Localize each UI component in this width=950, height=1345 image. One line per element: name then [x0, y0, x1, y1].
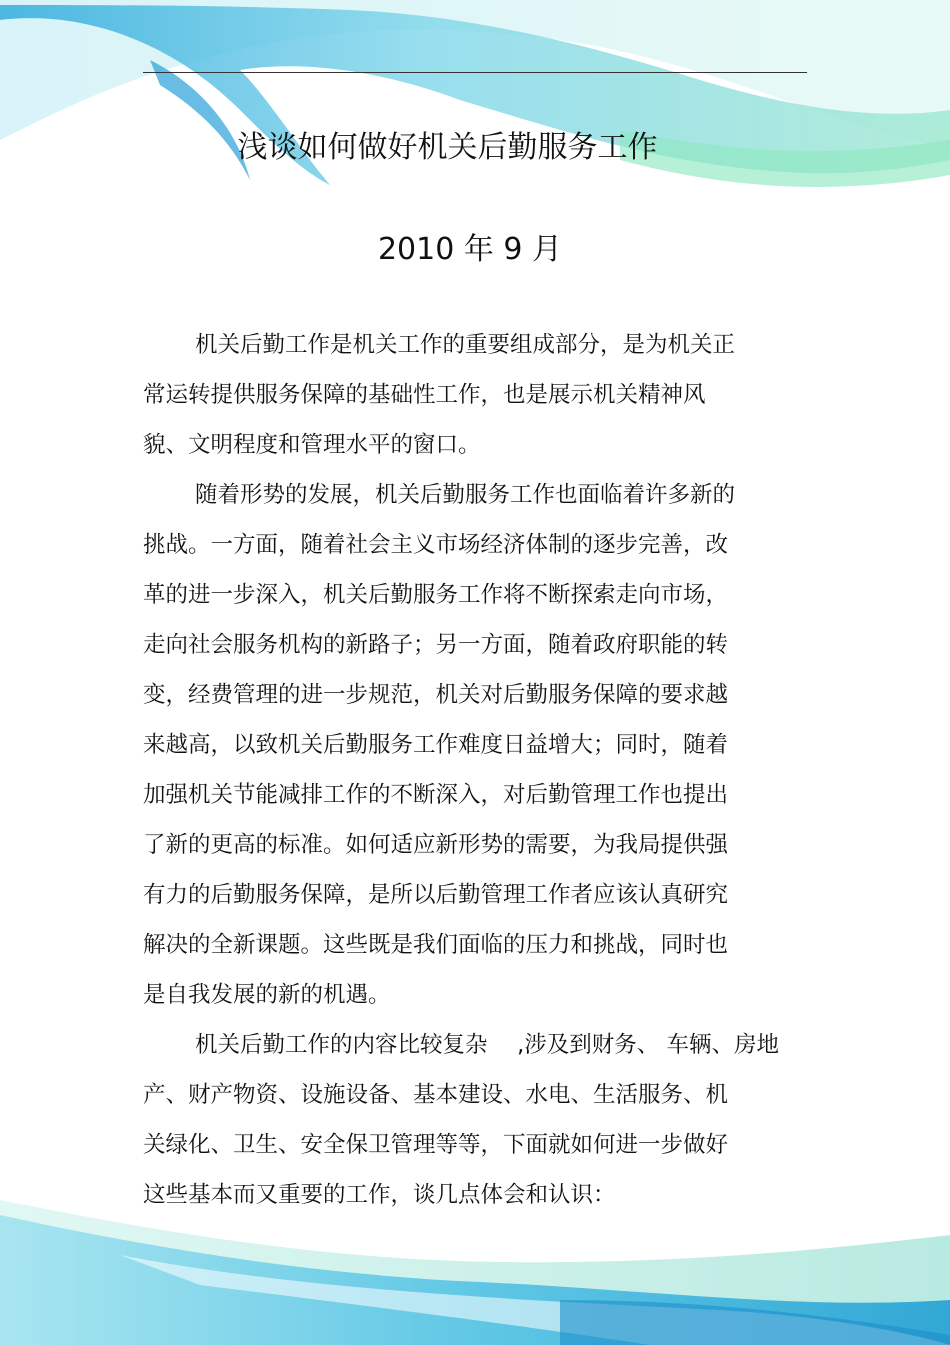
body-line: 这些基本而又重要的工作，谈几点体会和认识： — [143, 1182, 616, 1208]
body-line: 变，经费管理的进一步规范，机关对后勤服务保障的要求越 — [143, 682, 729, 708]
body-line: 随着形势的发展，机关后勤服务工作也面临着许多新的 — [195, 482, 736, 508]
document-title: 浅谈如何做好机关后勤服务工作 — [237, 130, 658, 165]
header-rule — [143, 72, 807, 73]
body-line: 有力的后勤服务保障，是所以后勤管理工作者应该认真研究 — [143, 882, 729, 908]
body-line: 是自我发展的新的机遇。 — [143, 982, 391, 1008]
body-line: 关绿化、卫生、安全保卫管理等等，下面就如何进一步做好 — [143, 1132, 729, 1158]
document-date: 2010 年 9 月 — [377, 232, 563, 267]
body-line: 机关后勤工作是机关工作的重要组成部分，是为机关正 — [195, 332, 736, 358]
body-line: 常运转提供服务保障的基础性工作，也是展示机关精神风 — [143, 382, 706, 408]
body-line: 产、财产物资、设施设备、基本建设、水电、生活服务、机 — [143, 1082, 729, 1108]
body-line: 机关后勤工作的内容比较复杂 ,涉及到财务、 车辆、房地 — [195, 1032, 779, 1058]
body-line: 走向社会服务机构的新路子；另一方面，随着政府职能的转 — [143, 632, 729, 658]
body-line: 革的进一步深入，机关后勤服务工作将不断探索走向市场， — [143, 582, 729, 608]
body-line: 了新的更高的标准。如何适应新形势的需要，为我局提供强 — [143, 832, 729, 858]
body-line: 加强机关节能减排工作的不断深入，对后勤管理工作也提出 — [143, 782, 729, 808]
body-line: 貌、文明程度和管理水平的窗口。 — [143, 432, 481, 458]
body-line: 来越高，以致机关后勤服务工作难度日益增大；同时，随着 — [143, 732, 729, 758]
body-line: 挑战。一方面，随着社会主义市场经济体制的逐步完善，改 — [143, 532, 729, 558]
body-line: 解决的全新课题。这些既是我们面临的压力和挑战，同时也 — [143, 932, 729, 958]
